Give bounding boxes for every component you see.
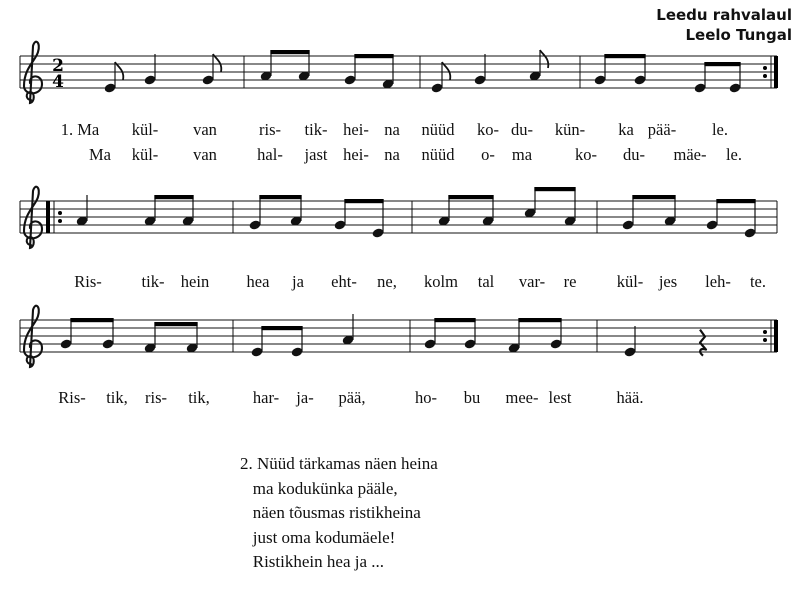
note-beam [154,195,193,199]
lyric-syllable: ko- [477,120,499,139]
lyric-syllable: ko- [575,145,597,164]
lyric-syllable: ma [511,145,533,164]
lyric-syllable: ka [618,120,634,139]
lyric-syllable: pää- [647,120,677,139]
repeat-thick-bar [774,56,778,88]
note-beam [534,187,575,191]
verse-line: ma kodukünka pääle, [240,478,398,498]
lyric-syllable: jast [304,145,328,164]
lyric-syllable: pää, [338,388,366,407]
verse-line: 2. Nüüd tärkamas näen heina [240,454,438,473]
lyric-syllable: Ris- [58,388,86,407]
note-beam [354,54,393,58]
lyric-syllable: nüüd [421,120,455,139]
lyric-syllable: hää. [616,388,644,407]
lyric-syllable: kün- [554,120,586,139]
lyric-syllable: na [384,145,400,164]
lyric-syllable: tik, [188,388,210,407]
song-origin: Leedu rahvalaul [656,6,792,24]
lyric-syllable: ja [292,272,304,291]
lyric-syllable: lest [548,388,572,407]
note-flag [442,62,450,80]
lyric-syllable: kolm [424,272,458,291]
note-beam [434,318,475,322]
lyric-syllable: hal- [257,145,283,164]
verse-line: just oma kodumäele! [240,527,396,547]
lyric-syllable: hei- [343,145,369,164]
repeat-dot [763,66,767,70]
lyric-syllable: tik- [141,272,165,291]
lyric-syllable: re [563,272,577,291]
lyric-syllable: var- [518,272,546,291]
time-signature-top: 2 [52,56,64,76]
lyric-syllable: eht- [331,272,357,291]
lyric-syllable: ris- [259,120,281,139]
verse-line: Ristikhein hea ja ... [240,552,385,571]
lyric-syllable: jes [658,272,678,291]
lyric-syllable: nüüd [421,145,455,164]
lyric-syllable: hein [180,272,210,291]
repeat-dot [763,74,767,78]
repeat-dot [58,219,62,223]
repeat-thick-bar [46,201,50,233]
repeat-dot [763,338,767,342]
lyric-syllable: hea [246,272,270,291]
lyric-syllable: ja- [296,388,314,407]
lyric-syllable: kül- [131,145,159,164]
note-beam [604,54,645,58]
lyric-syllable: har- [252,388,280,407]
lyric-syllable: le. [711,120,729,139]
lyric-syllable: na [384,120,400,139]
note-beam [716,199,755,203]
time-signature-bottom: 4 [52,72,64,92]
lyric-syllable: tik- [304,120,328,139]
note-beam [448,195,493,199]
repeat-dot [58,211,62,215]
lyric-syllable: mäe- [673,145,707,164]
note-beam [270,50,309,54]
repeat-dot [763,330,767,334]
lyric-syllable: hei- [343,120,369,139]
note-beam [344,199,383,203]
lyric-syllable: leh- [705,272,731,291]
lyric-syllable: ris- [145,388,167,407]
lyric-syllable: kül- [131,120,159,139]
lyric-syllable: Ris- [74,272,102,291]
lyric-syllable: le. [725,145,743,164]
lyric-syllable: ne, [377,272,397,291]
lyric-syllable: ho- [415,388,437,407]
lyric-syllable: mee- [505,388,539,407]
lyric-syllable: van [193,120,217,139]
lyric-syllable: te. [749,272,767,291]
note-flag [213,54,221,72]
lyric-syllable: 1. Ma [60,120,100,139]
lyric-syllable: Ma [89,145,111,164]
lyric-syllable: kül- [616,272,644,291]
lyric-syllable: van [193,145,217,164]
note-beam [632,195,675,199]
note-beam [154,322,197,326]
lyricist: Leelo Tungal [685,26,792,44]
note-beam [261,326,302,330]
note-beam [259,195,301,199]
lyric-syllable: tal [477,272,495,291]
verse-2 [240,452,438,575]
lyric-syllable: du- [511,120,533,139]
note-beam [518,318,561,322]
note-beam [704,62,740,66]
verse-line: näen tõusmas ristikheina [240,503,421,522]
note-flag [540,50,548,68]
lyric-syllable: tik, [106,388,128,407]
repeat-thick-bar [774,320,778,352]
lyric-syllable: bu [463,388,481,407]
note-beam [70,318,113,322]
lyric-syllable: du- [623,145,645,164]
note-flag [115,62,123,80]
lyric-syllable: o- [481,145,495,164]
